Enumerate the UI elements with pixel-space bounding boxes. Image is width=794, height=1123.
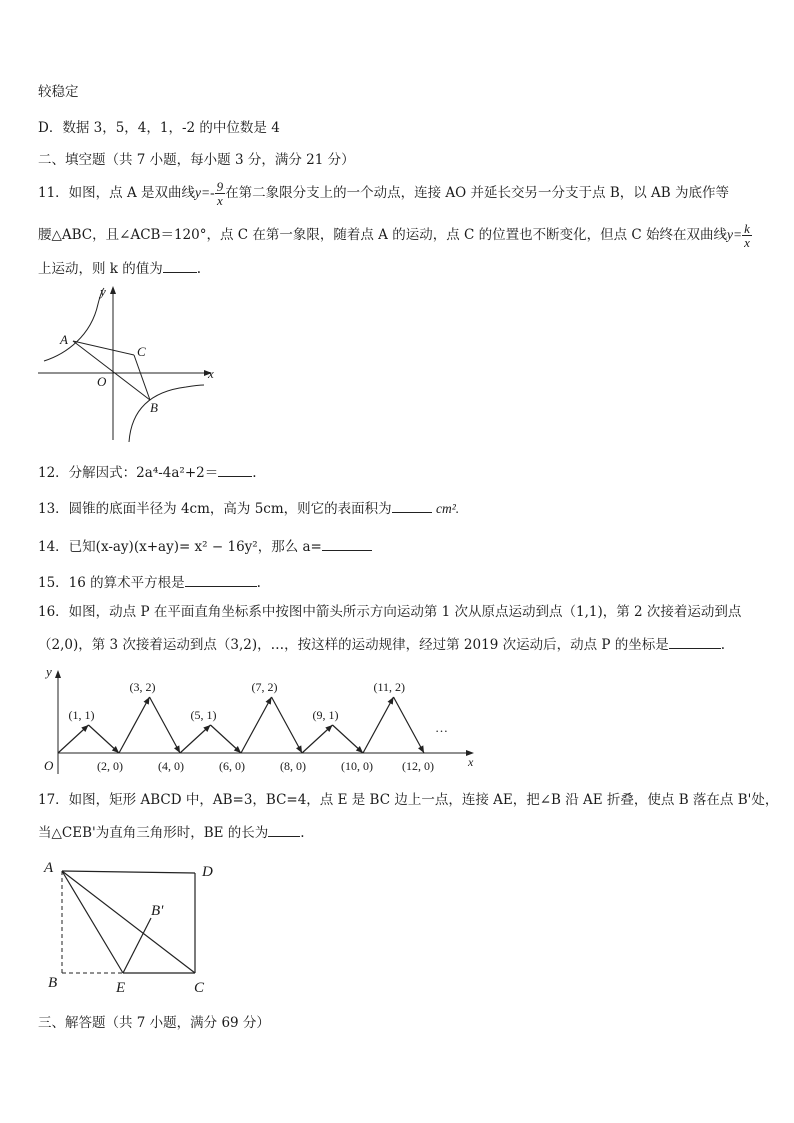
side-AD [62,871,195,873]
question-11-line-1 [38,180,729,207]
fig16-label-O: O [44,758,54,773]
q12-answer-blank[interactable] [218,462,252,477]
segment-EBp [123,918,151,973]
base-label: (8, 0) [280,759,306,773]
q11-text-b: 在第二象限分支上的一个动点，连接 AO 并延长交另一分支于点 B，以 AB 为底作等 [225,185,729,201]
figure-q17-rectangle [38,856,238,996]
fig17-label-A: A [44,860,54,876]
peak-label: (9, 1) [312,708,339,722]
fig17-label-E: E [116,980,126,996]
fig17-label-D: D [202,864,213,880]
q15-text: 15．16 的算术平方根是 [38,575,185,591]
q14-answer-blank[interactable] [322,536,372,551]
path-segment [150,697,181,753]
hyperbola-branch-2nd-quadrant [44,288,104,361]
question-17-line-2 [38,822,305,843]
base-label: (6, 0) [219,759,245,773]
fig11-label-A: A [60,332,68,347]
q16-text-b: （2,0)，第 3 次接着运动到点（3,2)，…，按这样的运动规律，经过第 2019 次运动后，动点 P 的坐标是 [38,637,669,653]
q15-end: . [256,575,261,591]
q13-answer-blank[interactable] [392,498,432,513]
question-11-line-3 [38,258,201,279]
question-14 [38,536,372,557]
q11-text-a: 11．如图，点 A 是双曲线 [38,185,196,201]
fig17-label-B: B [48,975,58,991]
fig11-label-C: C [137,344,146,359]
question-16-line-1: 16．如图，动点 P 在平面直角坐标系中按图中箭头所示方向运动第 1 次从原点运动到点（1,1)，第 2 次接着运动到点 [38,604,742,620]
q14-text: 14．已知(x-ay)(x+ay)= x² − 16y²，那么 a= [38,539,322,555]
fig17-label-Bp: B' [151,903,164,919]
peak-label: (5, 1) [190,708,217,722]
figure-q16-zigzag [38,662,488,778]
segment-AC [62,871,195,973]
q11-y-eq-2: y= [727,227,743,242]
path-segment [394,697,425,753]
hyperbola-branch-4th-quadrant [129,385,204,442]
fig11-label-x: x [208,366,214,381]
path-segment [119,697,150,753]
base-label: (2, 0) [97,759,123,773]
fig16-label-y: y [46,664,52,679]
section-3-heading: 三、解答题（共 7 小题，满分 69 分） [38,1015,270,1031]
base-label: (4, 0) [158,759,184,773]
peak-label: (11, 2) [373,680,406,694]
path-segment [241,697,272,753]
peak-label: (7, 2) [251,680,278,694]
fig11-label-B: B [150,400,158,415]
q12-end: . [252,465,257,481]
base-label: (12, 0) [402,759,434,773]
q13-unit: cm². [435,501,460,516]
q15-answer-blank[interactable] [185,572,257,587]
fig16-label-x: x [468,755,474,769]
q11-text-c: 腰△ABC，且∠ACB＝120°，点 C 在第一象限，随着点 A 的运动，点 C 的位置也不断变化，但点 C 始终在双曲线 [38,227,728,243]
fig16-ellipsis: … [435,720,448,735]
segment-AE [62,871,123,973]
path-segment [363,697,394,753]
question-16-line-2 [38,634,725,655]
y-axis-arrow [110,286,116,294]
peak-label: (1, 1) [68,708,95,722]
q17-answer-blank[interactable] [268,822,300,837]
fig17-label-C: C [194,980,205,996]
q17-text-b: 当△CEB'为直角三角形时，BE 的长为 [38,825,269,841]
figure-q11-hyperbola [36,284,236,444]
q11-text-d: 上运动，则 k 的值为 [38,261,163,277]
question-15 [38,572,261,593]
q17-end: . [300,825,305,841]
base-label: (10, 0) [341,759,373,773]
peak-label: (3, 2) [129,680,156,694]
q16-end: . [720,637,726,653]
q11-answer-blank[interactable] [163,258,197,273]
q16-answer-blank[interactable] [669,634,721,649]
question-12 [38,462,257,483]
y-axis-arrow [55,670,61,678]
question-13 [38,498,459,519]
question-17-line-1: 17．如图，矩形 ABCD 中，AB=3，BC=4，点 E 是 BC 边上一点，连接 AE，把∠B 沿 AE 折叠，使点 B 落在点 B'处， [38,792,779,808]
section-2-heading: 二、填空题（共 7 小题，每小题 3 分，满分 21 分） [38,152,355,168]
q11-fraction-1: $\frac{9}{x}$ [216,179,224,208]
question-11-line-2 [38,222,752,249]
fig11-label-O: O [97,374,107,389]
path-segment [272,697,303,753]
q11-y-eq-1: y=- [195,185,215,200]
q11-fraction-2: $\frac{k}{x}$ [744,221,750,250]
q11-end: . [196,261,202,277]
option-d: D．数据 3，5，4，1，-2 的中位数是 4 [38,120,280,136]
fig11-label-y: y [100,284,106,299]
text-line-0: 较稳定 [38,84,79,100]
q13-text: 13．圆锥的底面半径为 4cm，高为 5cm，则它的表面积为 [38,501,392,517]
q12-text: 12．分解因式：2a⁴-4a²+2＝ [38,465,219,481]
